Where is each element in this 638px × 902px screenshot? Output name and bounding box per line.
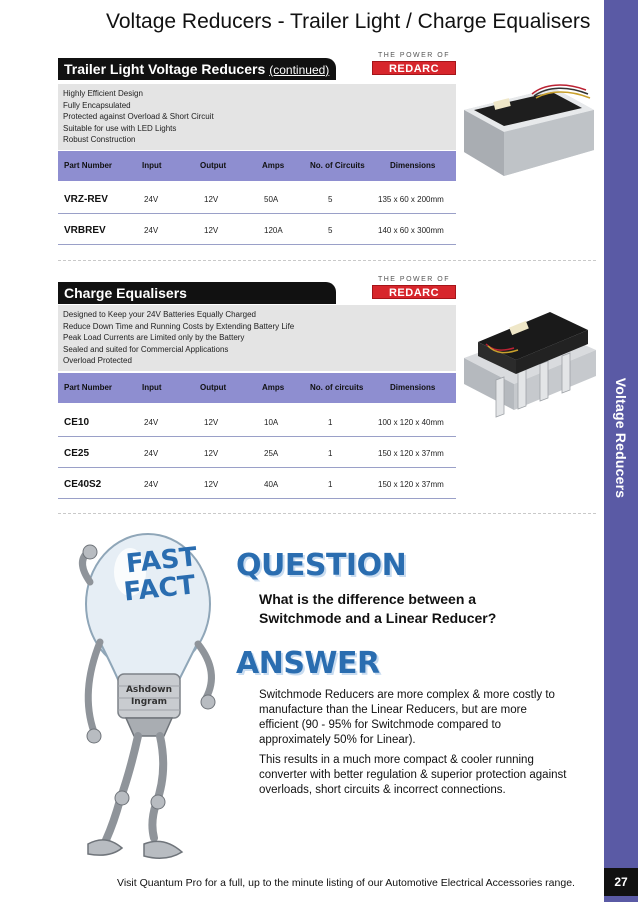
input-value: 24V xyxy=(144,418,159,427)
feature-item: Protected against Overload & Short Circuit xyxy=(63,112,214,121)
section-divider xyxy=(58,513,596,514)
output-value: 12V xyxy=(204,480,219,489)
fact-question-text: What is the difference between a Switchmode and a Linear Reducer? xyxy=(259,591,497,626)
page-title: Voltage Reducers - Trailer Light / Charge Equalisers xyxy=(106,10,591,33)
section-divider xyxy=(58,260,596,261)
feature-item: Sealed and suited for Commercial Applications xyxy=(63,344,229,354)
redarc-brand-charge xyxy=(372,276,456,299)
question-heading: QUESTION xyxy=(236,548,407,583)
circuits-value: 1 xyxy=(328,418,333,427)
feature-item: Reduce Down Time and Running Costs by Extending Battery Life xyxy=(63,321,295,331)
fast-fact-bulb-robot xyxy=(70,522,240,872)
amps-value: 120A xyxy=(264,226,283,235)
circuits-value: 1 xyxy=(328,480,333,489)
output-value: 12V xyxy=(204,195,219,204)
amps-value: 25A xyxy=(264,449,279,458)
trailer-section-heading xyxy=(58,58,336,80)
part-number: VRZ-REV xyxy=(64,194,108,205)
input-value: 24V xyxy=(144,195,159,204)
redarc-brand-trailer xyxy=(372,52,456,75)
charge-section-heading xyxy=(58,282,336,304)
trailer-reducer-photo xyxy=(454,80,600,186)
charge-feature-list xyxy=(58,305,456,371)
output-value: 12V xyxy=(204,449,219,458)
col-output: Output xyxy=(200,383,227,392)
feature-item: Designed to Keep your 24V Batteries Equally Charged xyxy=(63,310,257,319)
feature-item: Overload Protected xyxy=(63,356,132,365)
bulb-label-line1: Ashdown xyxy=(125,685,173,695)
input-value: 24V xyxy=(144,480,159,489)
fast-badge-line1: FAST xyxy=(124,542,199,580)
circuits-value: 5 xyxy=(328,195,333,204)
charge-table-header xyxy=(58,373,456,403)
table-row xyxy=(58,215,456,245)
col-input: Input xyxy=(142,383,162,392)
charge-heading-text: Charge Equalisers xyxy=(64,285,187,301)
answer-heading: ANSWER xyxy=(236,646,380,681)
col-dimensions: Dimensions xyxy=(390,383,436,392)
trailer-table-header xyxy=(58,151,456,181)
col-part-number: Part Number xyxy=(64,383,113,392)
dimensions-value: 100 x 120 x 40mm xyxy=(378,418,444,427)
col-output: Output xyxy=(200,161,227,170)
input-value: 24V xyxy=(144,449,159,458)
side-tab-label: Voltage Reducers xyxy=(613,377,629,498)
part-number: VRBREV xyxy=(64,225,106,236)
brand-tagline: THE POWER OF xyxy=(377,276,451,283)
side-tab-title xyxy=(604,365,638,510)
trailer-heading-suffix: (continued) xyxy=(269,63,330,77)
trailer-feature-list xyxy=(58,84,456,150)
part-number: CE40S2 xyxy=(64,479,102,490)
fact-answer xyxy=(259,688,569,798)
col-circuits: No. of circuits xyxy=(310,383,364,392)
feature-item: Fully Encapsulated xyxy=(63,100,131,110)
col-part-number: Part Number xyxy=(64,161,113,170)
col-input: Input xyxy=(142,161,162,170)
answer-paragraph: Switchmode Reducers are more complex & more costly to manufacture than the Linear Reducers, but are more efficient (90 - 95% for Switchmode compared to approximately 50% for Linear). xyxy=(259,689,555,746)
dimensions-value: 150 x 120 x 37mm xyxy=(378,449,444,458)
amps-value: 10A xyxy=(264,418,279,427)
answer-paragraph: This results in a much more compact & cooler running converter with better regulation & superior protection against overloads, short circuits & incorrect connections. xyxy=(259,754,567,796)
redarc-logo: REDARC xyxy=(372,61,456,75)
feature-item: Suitable for use with LED Lights xyxy=(63,123,177,133)
redarc-logo: REDARC xyxy=(372,285,456,299)
col-dimensions: Dimensions xyxy=(390,161,436,170)
feature-item: Peak Load Currents are Limited only by the Battery xyxy=(63,333,245,342)
trailer-heading-text: Trailer Light Voltage Reducers xyxy=(64,61,266,77)
output-value: 12V xyxy=(204,418,219,427)
fast-badge-line2: FACT xyxy=(122,570,197,608)
part-number: CE10 xyxy=(64,417,90,428)
circuits-value: 1 xyxy=(328,449,333,458)
amps-value: 40A xyxy=(264,480,279,489)
dimensions-value: 150 x 120 x 37mm xyxy=(378,480,444,489)
col-amps: Amps xyxy=(262,383,285,392)
brand-tagline: THE POWER OF xyxy=(377,52,451,59)
table-row xyxy=(58,438,456,468)
dimensions-value: 135 x 60 x 200mm xyxy=(378,195,444,204)
table-row xyxy=(58,184,456,214)
input-value: 24V xyxy=(144,226,159,235)
table-row xyxy=(58,407,456,437)
charge-equaliser-photo xyxy=(456,298,602,420)
output-value: 12V xyxy=(204,226,219,235)
circuits-value: 5 xyxy=(328,226,333,235)
amps-value: 50A xyxy=(264,195,279,204)
feature-item: Highly Efficient Design xyxy=(63,89,143,98)
table-row xyxy=(58,469,456,499)
col-amps: Amps xyxy=(262,161,285,170)
part-number: CE25 xyxy=(64,448,90,459)
footer-note: Visit Quantum Pro for a full, up to the minute listing of our Automotive Electrical Accessories range. xyxy=(117,877,575,889)
page-number: 27 xyxy=(604,868,638,896)
feature-item: Robust Construction xyxy=(63,135,136,144)
dimensions-value: 140 x 60 x 300mm xyxy=(378,226,444,235)
col-circuits: No. of Circuits xyxy=(310,161,365,170)
bulb-label-line2: Ingram xyxy=(130,697,168,707)
